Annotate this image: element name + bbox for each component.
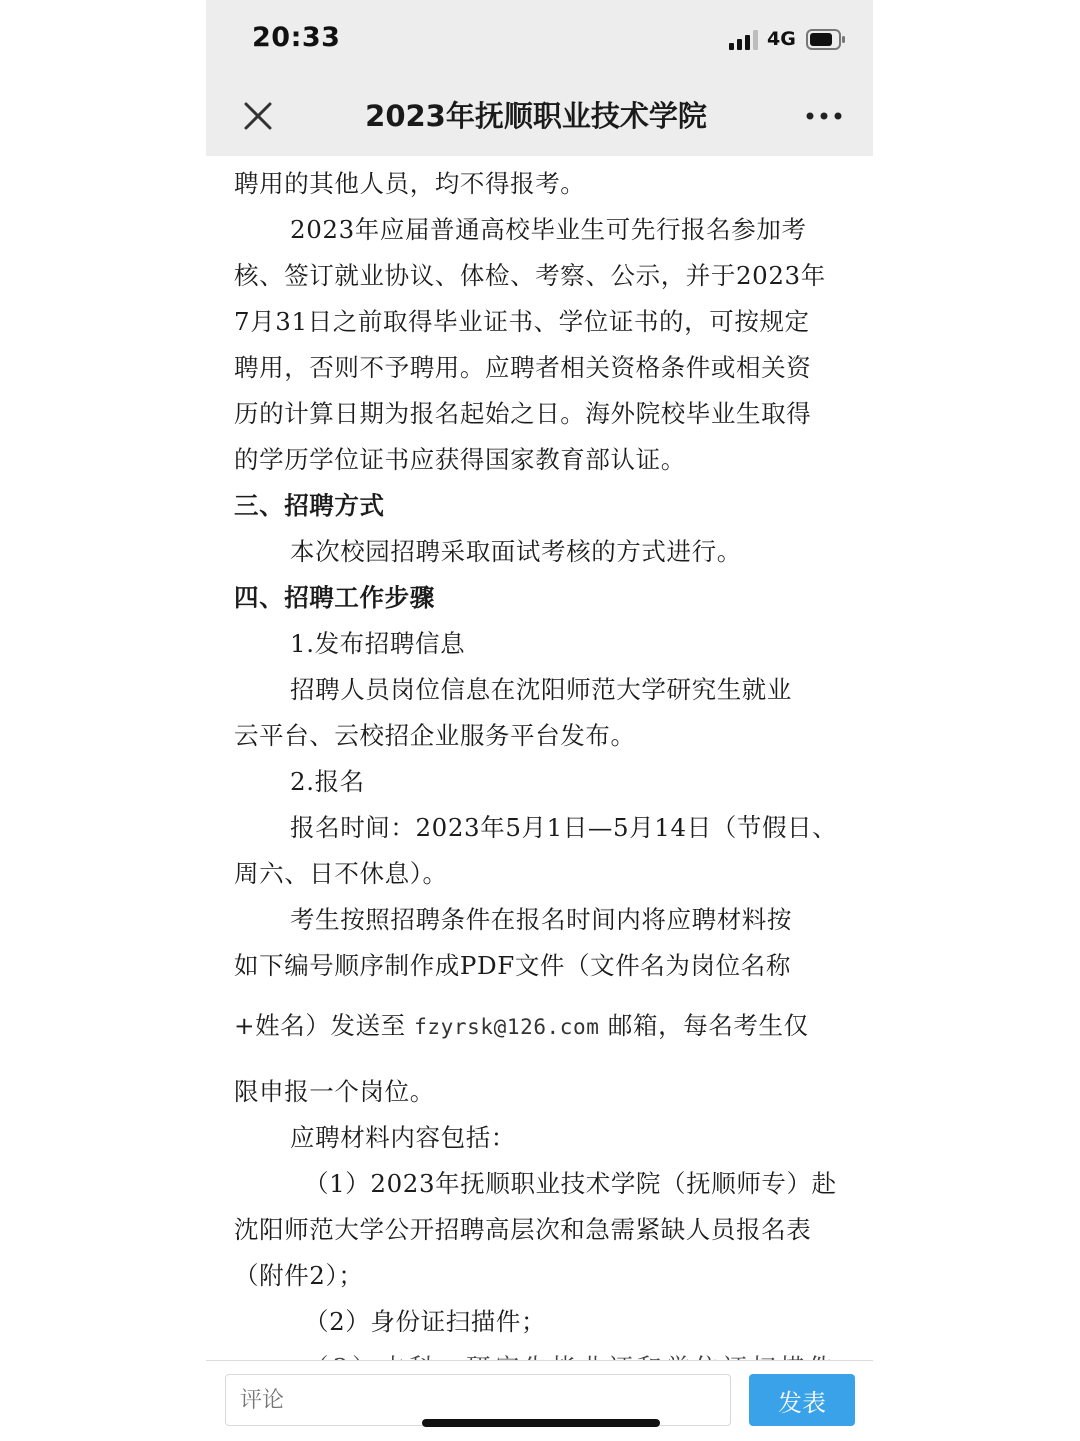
email-line-before: +姓名）发送至 bbox=[234, 1011, 406, 1040]
text-line: 历的计算日期为报名起始之日。海外院校毕业生取得 bbox=[234, 399, 812, 428]
text-line: （1）2023年抚顺职业技术学院（抚顺师专）赴 bbox=[304, 1169, 837, 1198]
cellular-signal-icon bbox=[729, 30, 761, 50]
network-type: 4G bbox=[767, 28, 796, 50]
text-line: 如下编号顺序制作成PDF文件（文件名为岗位名称 bbox=[234, 951, 791, 980]
home-indicator[interactable] bbox=[422, 1419, 660, 1427]
publish-button[interactable]: 发表 bbox=[749, 1374, 855, 1426]
app-header bbox=[206, 0, 873, 156]
phone-screen bbox=[206, 0, 873, 1440]
section-heading: 三、招聘方式 bbox=[234, 491, 385, 520]
text-line: 本次校园招聘采取面试考核的方式进行。 bbox=[290, 537, 742, 566]
text-line: 2023年应届普通高校毕业生可先行报名参加考 bbox=[290, 215, 807, 244]
comment-bar bbox=[206, 1360, 873, 1441]
text-line: 聘用的其他人员，均不得报考。 bbox=[234, 169, 586, 198]
section-heading: 四、招聘工作步骤 bbox=[234, 583, 435, 612]
email-line bbox=[234, 1007, 809, 1042]
text-line: 云平台、云校招企业服务平台发布。 bbox=[234, 721, 636, 750]
text-line: 考生按照招聘条件在报名时间内将应聘材料按 bbox=[290, 905, 792, 934]
text-line: 应聘材料内容包括： bbox=[290, 1123, 516, 1152]
article-body bbox=[234, 156, 854, 1360]
subsection-heading: 1.发布招聘信息 bbox=[290, 629, 466, 658]
subsection-heading: 2.报名 bbox=[290, 767, 365, 796]
email-line-after: 邮箱，每名考生仅 bbox=[607, 1011, 809, 1040]
status-time: 20:33 bbox=[252, 22, 341, 53]
text-line: 报名时间：2023年5月1日—5月14日（节假日、 bbox=[290, 813, 838, 842]
close-icon[interactable] bbox=[242, 98, 274, 134]
text-line: 的学历学位证书应获得国家教育部认证。 bbox=[234, 445, 686, 474]
email-address: fzyrsk@126.com bbox=[414, 1015, 600, 1039]
text-line: 7月31日之前取得毕业证书、学位证书的，可按规定 bbox=[234, 307, 810, 336]
page-title: 2023年抚顺职业技术学院 bbox=[365, 99, 707, 133]
more-options-icon[interactable] bbox=[804, 104, 844, 128]
text-line: 招聘人员岗位信息在沈阳师范大学研究生就业 bbox=[290, 675, 792, 704]
text-line: （2）身份证扫描件； bbox=[304, 1307, 547, 1336]
battery-icon bbox=[806, 29, 846, 50]
text-line: 周六、日不休息）。 bbox=[234, 859, 448, 888]
text-line: 核、签订就业协议、体检、考察、公示，并于2023年 bbox=[234, 261, 826, 290]
text-line: 聘用，否则不予聘用。应聘者相关资格条件或相关资 bbox=[234, 353, 812, 382]
text-line: （附件2）； bbox=[234, 1261, 364, 1290]
text-line: 沈阳师范大学公开招聘高层次和急需紧缺人员报名表 bbox=[234, 1215, 812, 1244]
text-line: 限申报一个岗位。 bbox=[234, 1077, 435, 1106]
